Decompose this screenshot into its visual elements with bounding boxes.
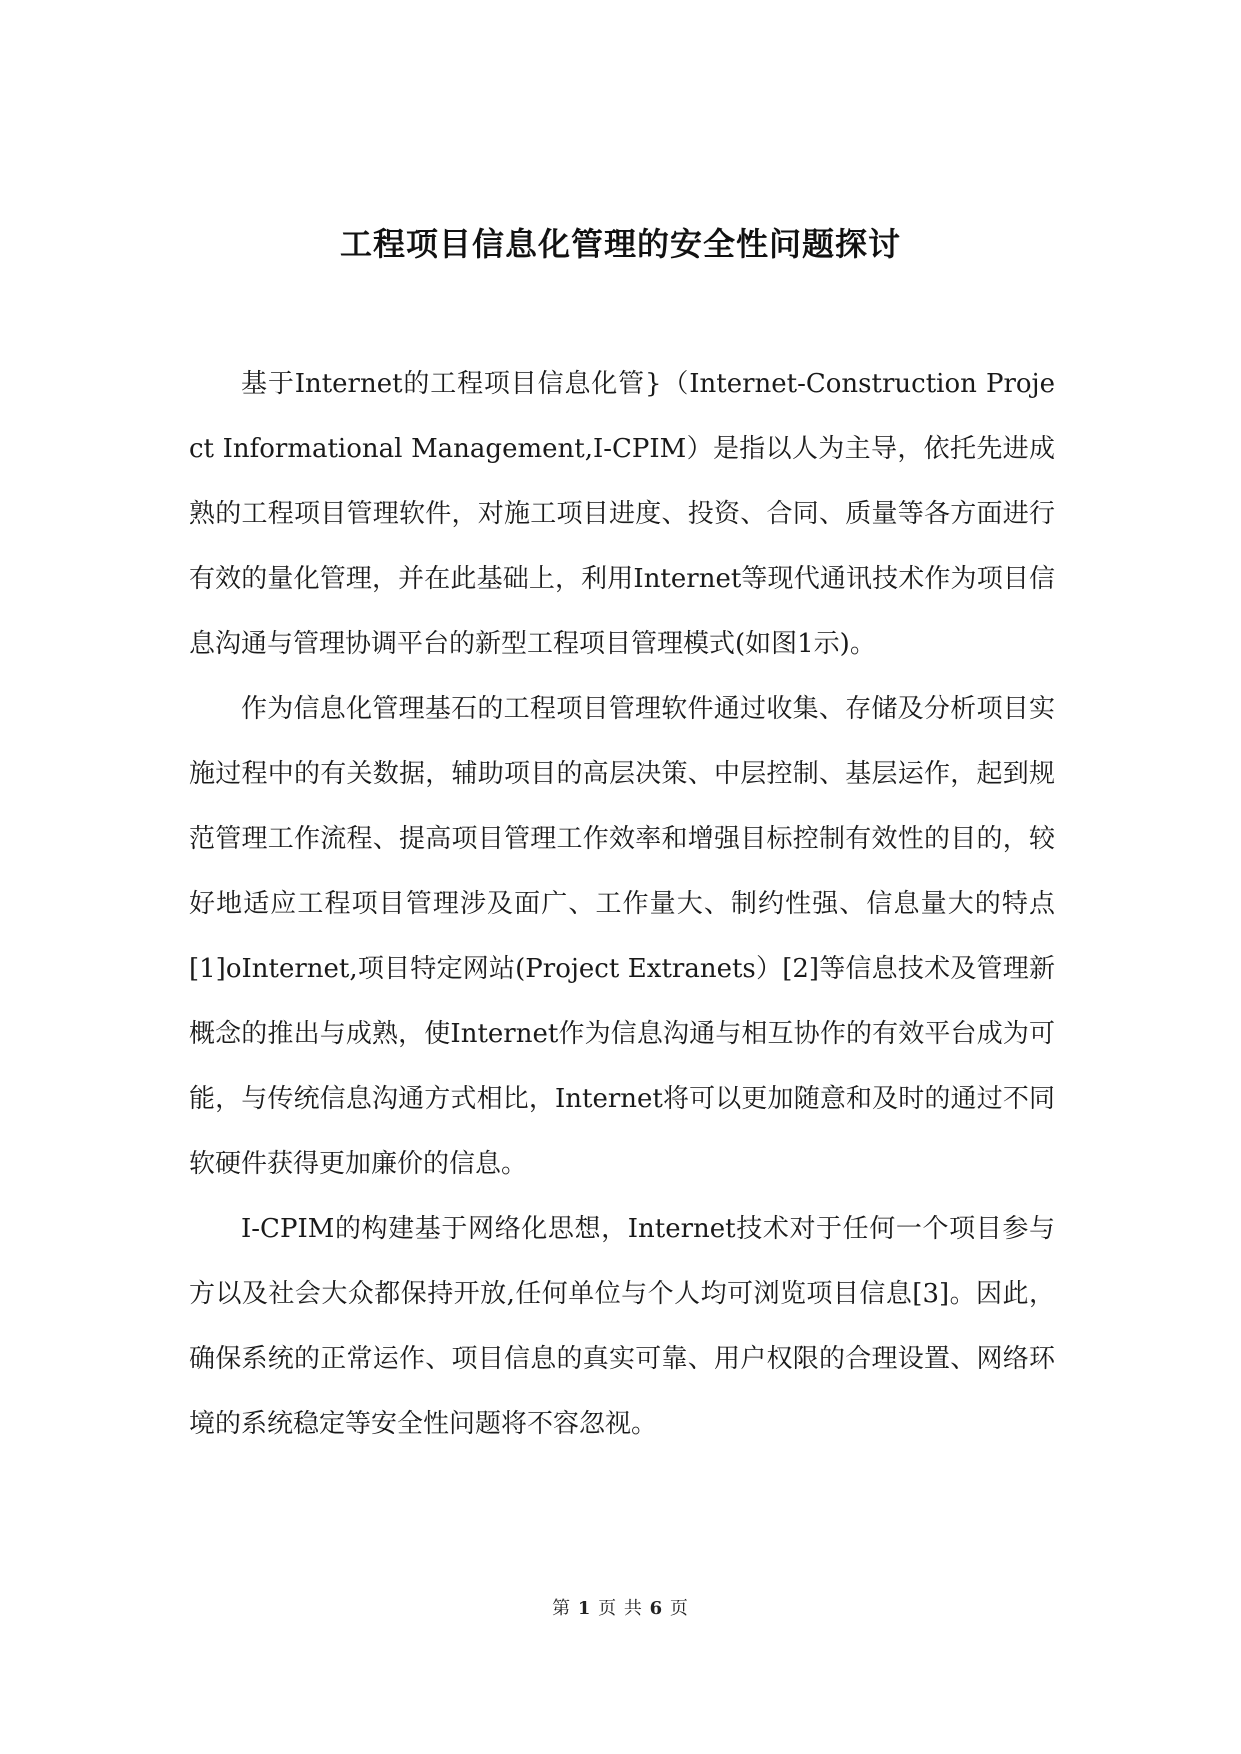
paragraph-1: 基于Internet的工程项目信息化管}（Internet-Construction Project Informational Management,I-CPIM）是指以人为主导，依托先进成熟的工程项目管理软件，对施工项目进度、投资、合同、质量等各方面进行有效的量化管理，并在此基础上，利用Internet等现代通讯技术作为项目信息沟通与管理协调平台的新型工程项目管理模式(如图1示)。 [189, 369, 1055, 659]
paragraph-2: 作为信息化管理基石的工程项目管理软件通过收集、存储及分析项目实施过程中的有关数据，辅助项目的高层决策、中层控制、基层运作，起到规范管理工作流程、提高项目管理工作效率和增强目标控制有效性的目的，较好地适应工程项目管理涉及面广、工作量大、制约性强、信息量大的特点[1]oInternet,项目特定网站(Project Extranets）[2]等信息技术及管理新概念的推出与成熟，使Internet作为信息沟通与相互协作的有效平台成为可能，与传统信息沟通方式相比，Internet将可以更加随意和及时的通过不同软硬件获得更加廉价的信息。 [189, 694, 1055, 1179]
footer-suffix: 页 [669, 1598, 689, 1619]
footer-prefix: 第 [552, 1598, 572, 1619]
page-footer [0, 1596, 1241, 1622]
footer-page-number: 1 [577, 1598, 592, 1619]
footer-middle: 页 共 [598, 1598, 643, 1619]
document-title: 工程项目信息化管理的安全性问题探讨 [339, 225, 901, 263]
document-body [189, 352, 1055, 1457]
footer-total-pages: 6 [649, 1598, 664, 1619]
paragraph-3: I-CPIM的构建基于网络化思想，Internet技术对于任何一个项目参与方以及社会大众都保持开放,任何单位与个人均可浏览项目信息[3]。因此，确保系统的正常运作、项目信息的真实可靠、用户权限的合理设置、网络环境的系统稳定等安全性问题将不容忽视。 [189, 1214, 1055, 1439]
